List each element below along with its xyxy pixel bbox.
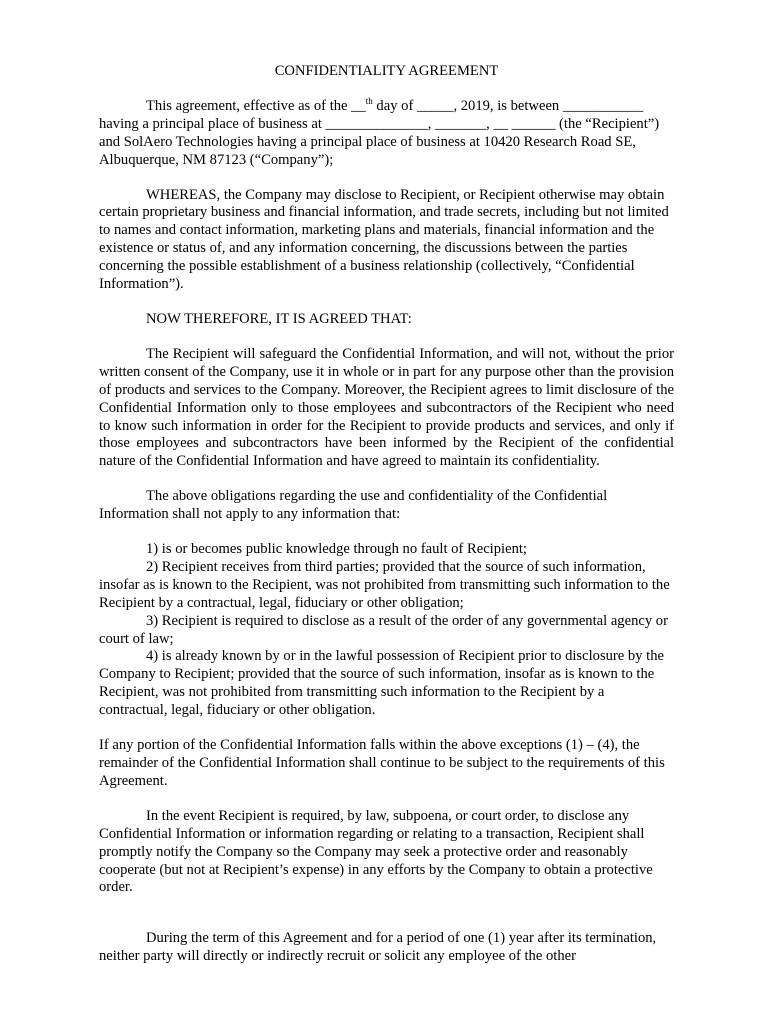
whereas-paragraph: WHEREAS, the Company may disclose to Recipient, or Recipient otherwise may obtain certain proprietary business and financial information, and trade secrets, including but not limited to names and contact information, marketing plans and materials, financial information and the existence or status of, and any information concerning, the discussions between the parties concerning the possible establishment of a business relationship (collectively, “Confidential Information”). [99, 186, 669, 293]
spacer [99, 170, 674, 187]
spacer [99, 294, 674, 311]
now-therefore-heading: NOW THEREFORE, IT IS AGREED THAT: [146, 310, 412, 327]
document-page [99, 63, 674, 966]
spacer [99, 720, 674, 737]
exception-item-4: 4) is already known by or in the lawful possession of Recipient prior to disclosure by the Company to Recipient; provided that the source of such information, insofar as is known to the Recipient, was not prohibited from transmitting such information to the Recipient by a contractual, legal, fiduciary or other obligation. [99, 648, 664, 719]
safeguard-paragraph: The Recipient will safeguard the Confidential Information, and will not, without the prior written consent of the Company, use it in whole or in part for any purpose other than the provision of products and services to the Company. Moreover, the Recipient agrees to limit disclosure of the Confidential Information only to those employees and subcontractors of the Recipient who need to know such information in order for the Recipient to provide products and services, and only if those employees and subcontractors have been informed by the Recipient of the confidential nature of the Confidential Information and have agreed to maintain its confidentiality. [99, 345, 674, 470]
exception-item-2: 2) Recipient receives from third parties; provided that the source of such information, insofar as is known to the Recipient, was not prohibited from transmitting such information to the Recipient by a contractual, legal, fiduciary or other obligation; [99, 558, 670, 611]
exception-item-1: 1) is or becomes public knowledge through no fault of Recipient; [146, 541, 527, 558]
obligations-paragraph: The above obligations regarding the use and confidentiality of the Confidential Information shall not apply to any information that: [99, 488, 608, 523]
intro-paragraph [99, 95, 674, 170]
intro-ordinal-suffix: th [365, 95, 373, 106]
intro-text-end: day of _____, 2019, is between ___________ having a principal place of business at ______________, _______, __ ______ (the “Recipient”) and SolAero Technologies having a principal place of business at 10420 Research Road SE, Albuquerque, NM 87123 (“Company”); [99, 97, 660, 168]
intro-text-start: This agreement, effective as of the __ [146, 97, 366, 114]
document-title: CONFIDENTIALITY AGREEMENT [274, 63, 499, 79]
spacer [99, 329, 674, 346]
spacer [99, 524, 674, 541]
exception-item-3: 3) Recipient is required to disclose as a result of the order of any governmental agency or court of law; [99, 612, 668, 647]
spacer [99, 791, 674, 808]
spacer [99, 471, 674, 488]
spacer [99, 897, 674, 930]
court-order-paragraph: In the event Recipient is required, by law, subpoena, or court order, to disclose any Confidential Information or information regarding or relating to a transaction, Recipient shall promptly notify the Company so the Company may seek a protective order and reasonably cooperate (but not at Recipient’s expense) in any efforts by the Company to obtain a protective order. [99, 807, 653, 896]
non-solicit-paragraph: During the term of this Agreement and for a period of one (1) year after its termination, neither party will directly or indirectly recruit or solicit any employee of the other [99, 930, 657, 965]
remainder-paragraph: If any portion of the Confidential Information falls within the above exceptions (1) – (4), the remainder of the Confidential Information shall continue to be subject to the requirements of this Agreement. [99, 737, 665, 789]
